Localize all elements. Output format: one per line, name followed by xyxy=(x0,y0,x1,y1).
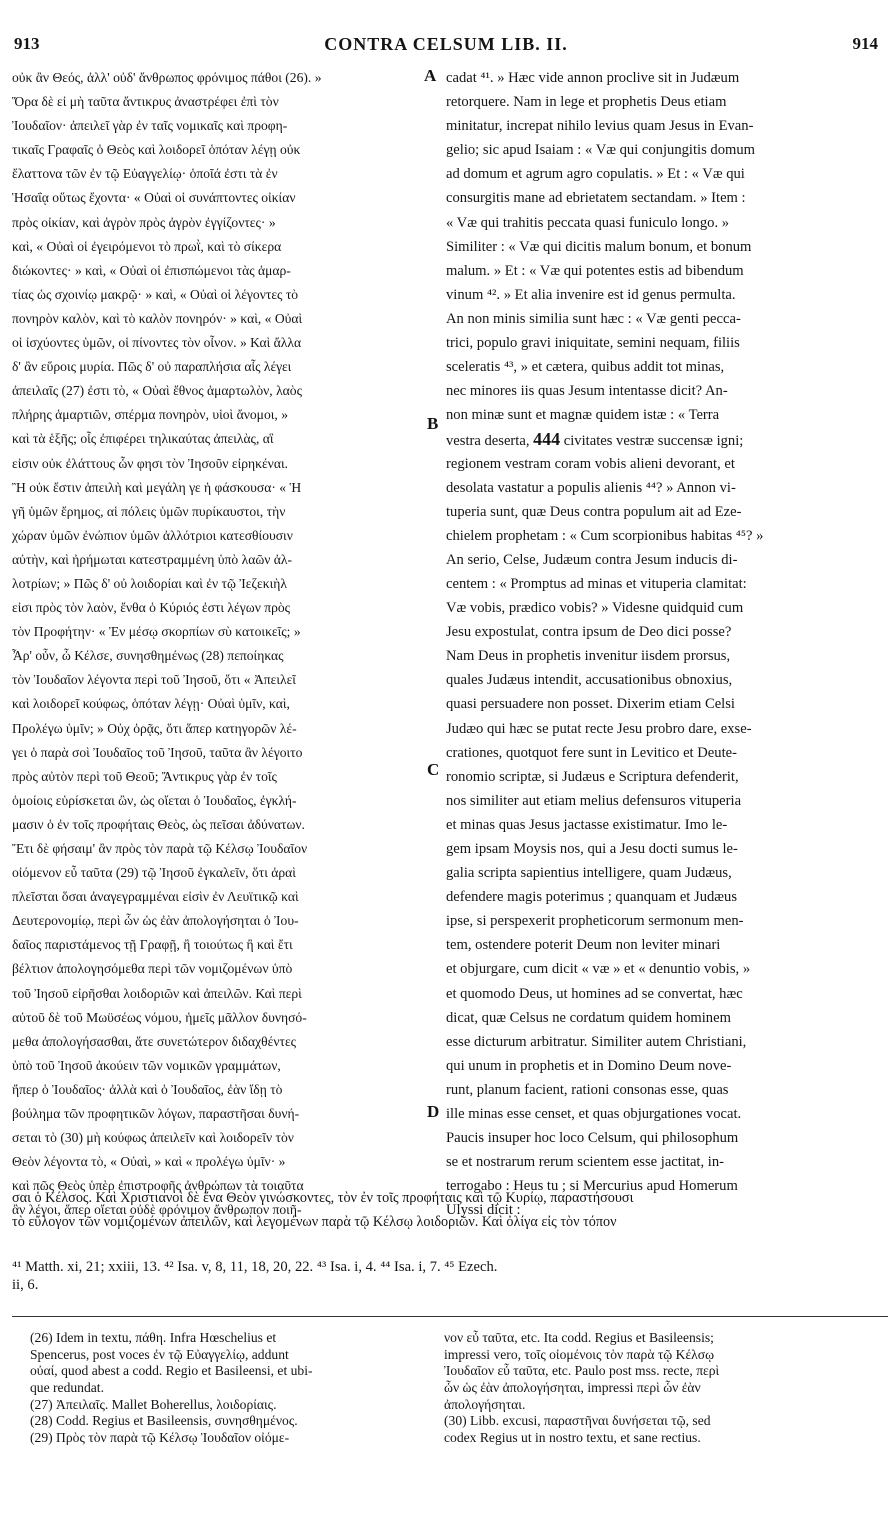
footnote-line: νον εὖ ταῦτα, etc. Ita codd. Regius et Basileensis; xyxy=(444,1330,714,1345)
footnote-line: (27) Ἀπειλαῖς. Mallet Boherellus, λοιδορίαις. xyxy=(30,1396,277,1412)
latin-text-line: chielem prophetam : « Cum scorpionibus habitas ⁴⁵? » xyxy=(446,527,764,544)
footnote-line: que redundat. xyxy=(30,1380,104,1396)
latin-text-line: centem : « Promptus ad minas et vituperia clamitat: xyxy=(446,575,747,592)
latin-text-line: ipse, si perspexerit propheticorum sermonum men- xyxy=(446,913,744,930)
latin-text-line: malum. » Et : « Væ qui potentes estis ad bibendum xyxy=(446,262,744,279)
greek-text-line: διώκοντες· » καὶ, « Οὐαὶ οἱ ἐπισπώμενοι τὰς ἁμαρ- xyxy=(12,262,291,278)
greek-text-line: χώραν ὑμῶν ἐνώπιον ὑμῶν ἀλλότριοι κατεσθίουσιν xyxy=(12,527,293,543)
running-title: CONTRA CELSUM LIB. II. xyxy=(324,34,568,54)
greek-text-line: πονηρὸν καλὸν, καὶ τὸ καλὸν πονηρόν· » καὶ, « Οὐαὶ xyxy=(12,310,303,326)
greek-text-line: μεθα ἀπολογήσασθαι, ἅτε συνετώτερον διδαχθέντες xyxy=(12,1033,297,1049)
latin-text-line: consurgitis mane ad ebrietatem sectandam. » Item : xyxy=(446,190,746,207)
greek-text-line: καὶ τὰ ἑξῆς; οἷς ἐπιφέρει τηλικαύτας ἀπειλὰς, αἳ xyxy=(12,431,274,447)
latin-text-line: nec minores iis quas Jesum intentasse dicit? An- xyxy=(446,383,728,400)
footnotes-right-column xyxy=(444,1330,884,1447)
margin-marker-c: C xyxy=(427,760,440,779)
greek-text-line: ὁμοίοις εὑρίσκεται ὢν, ὡς οἴεται ὁ Ἰουδαῖος, ἐγκλή- xyxy=(12,792,297,808)
greek-text-line: πρὸς αὐτὸν περὶ τοῦ Θεοῦ; Ἄντικρυς γὰρ ἐν τοῖς xyxy=(12,768,277,784)
latin-text-line: vinum ⁴². » Et alia invenire est id genus permulta. xyxy=(446,286,736,303)
latin-text-line: quasi persuadere non posset. Dixerim etiam Celsi xyxy=(446,696,735,713)
greek-text-line: βούλημα τῶν προφητικῶν λόγων, παραστῆσαι δυνή- xyxy=(12,1106,300,1122)
latin-text-line: desolata vastatur a populis alienis ⁴⁴? » Annon vi- xyxy=(446,479,736,496)
greek-text-line: τοῦ Ἰησοῦ εἰρῆσθαι λοιδοριῶν καὶ ἀπειλῶν. Καὶ περὶ xyxy=(12,985,302,1001)
greek-text-line: τὸν Προφήτην· « Ἐν μέσῳ σκορπίων σὺ κατοικεῖς; » xyxy=(12,624,301,640)
latin-text-line: tem, ostendere poterit Deum non leviter minari xyxy=(446,937,721,954)
greek-text-line: αὐτὴν, καὶ ἠρήμωται κατεστραμμένη ὑπὸ λαῶν ἀλ- xyxy=(12,551,293,567)
latin-text-line: gem ipsam Moysis nos, qui a Jesu docti sumus le- xyxy=(446,841,738,857)
scripture-note-line: ii, 6. xyxy=(12,1277,39,1293)
latin-text-line: et quomodo Deus, ut homines ad se convertat, hæc xyxy=(446,985,743,1002)
latin-text-line: An serio, Celse, Judæum contra Jesum inducis di- xyxy=(446,551,738,568)
greek-text-column xyxy=(12,66,430,1223)
greek-text-line: Ἆρ' οὖν, ὦ Κέλσε, συνησθημένως (28) πεποίηκας xyxy=(12,648,284,664)
greek-text-line: δαῖος παριστάμενος τῇ Γραφῇ, ἢ τοιούτως ἢ καὶ ἔτι xyxy=(12,937,293,953)
latin-text-line: Jesu expostulat, contra ipsum de Deo dici posse? xyxy=(446,624,732,641)
footnote-line: (28) Codd. Regius et Basileensis, συνησθημένος. xyxy=(30,1413,298,1429)
greek-text-line: σεται τὸ (30) μὴ κούφως ἀπειλεῖν καὶ λοιδορεῖν τὸν xyxy=(12,1130,294,1146)
latin-text-line: quales Judæus intendit, accusationibus obnoxius, xyxy=(446,672,733,689)
running-header xyxy=(14,34,878,58)
greek-text-line: γει ὁ παρὰ σοὶ Ἰουδαῖος τοῦ Ἰησοῦ, ταῦτα ἂν λέγοιτο xyxy=(12,744,303,760)
latin-text-line: sceleratis ⁴³, » et cætera, quibus addit tot minas, xyxy=(446,359,725,376)
greek-text-line: Ἢ οὐκ ἔστιν ἀπειλὴ καὶ μεγάλη γε ἡ φάσκουσα· « Ἡ xyxy=(12,479,302,495)
greek-text-line: τικαῖς Γραφαῖς ὁ Θεὸς καὶ λοιδορεῖ ὁπόταν λέγῃ οὐκ xyxy=(12,142,301,158)
right-page-number: 914 xyxy=(852,34,878,53)
greek-text-line: ἂν λέγοι, ἅπερ οἴεται οὐδὲ φρόνιμον ἄνθρωπον ποιῆ- xyxy=(12,1202,302,1218)
footnote-line: ὧν ὡς ἐὰν ἀπολογήσηται, impressi περὶ ὧν ἐὰν xyxy=(444,1380,701,1396)
footnote-line: (26) Idem in textu, πάθη. Infra Hœschelius et xyxy=(30,1330,277,1345)
latin-text-line: regionem vestram coram vobis alieni devorant, et xyxy=(446,455,735,472)
greek-text-line: βέλτιον ἀπολογησόμεθα περὶ τῶν νομιζομένων ὑπὸ xyxy=(12,961,293,977)
footnote-line: Ἰουδαῖον εὖ ταῦτα, etc. Paulo post mss. recte, περὶ xyxy=(444,1363,720,1379)
latin-text-line: retorquere. Nam in lege et prophetis Deus etiam xyxy=(446,94,727,111)
greek-text-line: πρὸς οἰκίαν, καὶ ἀγρὸν πρὸς ἀγρὸν ἐγγίζοντες· » xyxy=(12,214,276,230)
greek-text-line: τὸν Ἰουδαῖον λέγοντα περὶ τοῦ Ἰησοῦ, ὅτι « Ἀπειλεῖ xyxy=(12,672,296,688)
latin-text-line: ronomio scriptæ, si Judæus e Scriptura defenderit, xyxy=(446,768,739,785)
greek-text-line: πλεῖσται ὅσαι ἀναγεγραμμέναι εἰσὶν ἐν Λευϊτικῷ καὶ xyxy=(12,889,299,905)
full-width-line: σαι ὁ Κέλσος. Καὶ Χριστιανοὶ δὲ ἕνα Θεὸν γινώσκοντες, τὸν ἐν τοῖς προφήταις καὶ τῷ Κυρίῳ, παραστήσουσι xyxy=(12,1190,634,1206)
greek-text-line: ἀπειλαῖς (27) ἐστι τὸ, « Οὐαὶ ἔθνος ἁμαρτωλὸν, λαὸς xyxy=(12,383,302,399)
latin-text-line: esse dicturum arbitratur. Similiter autem Christiani, xyxy=(446,1033,747,1050)
latin-text-line: galia scripta sapientius intelligere, quam Judæus, xyxy=(446,865,732,882)
footnote-line: impressi vero, τοῖς οἰομένοις τὸν παρὰ τῷ Κέλσῳ xyxy=(444,1346,715,1362)
greek-text-line: γῆ ὑμῶν ἔρημος, αἱ πόλεις ὑμῶν πυρίκαυστοι, τὴν xyxy=(12,503,286,519)
latin-text-line: « Væ qui trahitis peccata quasi funiculo longo. » xyxy=(446,214,730,231)
latin-text-line: Judæo qui hæc se putat recte Jesu probro dare, exse- xyxy=(446,720,752,737)
margin-marker-a: A xyxy=(424,66,437,85)
latin-text-line: nos similiter aut etiam melius defensuros vituperia xyxy=(446,792,742,809)
latin-text-line: ille minas esse censet, et quas objurgationes vocat. xyxy=(446,1106,742,1123)
margin-marker-b: B xyxy=(427,414,439,433)
column-number-marker: 444 xyxy=(533,429,561,450)
latin-text-line: trici, populo gravi iniquitate, semini nequam, filiis xyxy=(446,335,740,352)
greek-text-line: ἔλαττονα τῶν ἐν τῷ Εὐαγγελίῳ· ὁποῖά ἐστι τὰ ἐν xyxy=(12,166,278,182)
latin-text-line: se et nostrarum rerum scientem esse jactitat, in- xyxy=(446,1154,724,1171)
footnote-line: ἀπολογήσηται. xyxy=(444,1396,526,1412)
latin-text-line: et minas quas Jesus jactasse existimatur. Imo le- xyxy=(446,816,728,833)
greek-text-line: λοτρίων; » Πῶς δ' οὐ λοιδορίαι καὶ ἐν τῷ Ἰεζεκιὴλ xyxy=(12,575,287,591)
greek-text-line: Ὅρα δὲ εἰ μὴ ταῦτα ἄντικρυς ἀναστρέφει ἐπὶ τὸν xyxy=(12,94,279,110)
latin-text-line: non minæ sunt et magnæ quidem istæ : « Terra xyxy=(446,407,720,424)
latin-text-line: Nam Deus in prophetis invenitur iisdem prorsus, xyxy=(446,648,731,665)
latin-text-line: et objurgare, cum dicit « væ » et « denuntio vobis, » xyxy=(446,961,751,978)
footnote-divider xyxy=(12,1316,888,1317)
greek-text-line: ὑπὸ τοῦ Ἰησοῦ ἀκούειν τῶν νομικῶν γραμμάτων, xyxy=(12,1057,281,1073)
greek-text-line: εἰσι πρὸς τὸν λαὸν, ἔνθα ὁ Κύριός ἐστι λέγων πρὸς xyxy=(12,600,291,616)
footnote-line: οὐαί, quod abest a codd. Regio et Basileensi, et ubi- xyxy=(30,1363,313,1379)
greek-text-line: καὶ, « Οὐαὶ οἱ ἐγειρόμενοι τὸ πρωῒ, καὶ τὸ σίκερα xyxy=(12,238,282,254)
greek-text-line: Ἡσαΐᾳ οὕτως ἔχοντα· « Οὐαὶ οἱ συνάπτοντες οἰκίαν xyxy=(12,190,296,206)
greek-text-line: μασιν ὁ ἐν τοῖς προφήταις Θεὸς, ὡς πεῖσαι ἀδύνατων. xyxy=(12,816,305,832)
latin-text-line: runt, planum facient, rationi consonas esse, quas xyxy=(446,1081,729,1098)
greek-text-line: καὶ πῶς Θεὸς ὑπὲρ ἐπιστροφῆς ἀνθρώπων τὰ τοιαῦτα xyxy=(12,1178,304,1194)
greek-text-line: ἤπερ ὁ Ἰουδαῖος· ἀλλὰ καὶ ὁ Ἰουδαῖος, ἐὰν ἴδῃ τὸ xyxy=(12,1081,283,1097)
greek-text-line: οὐκ ἂν Θεός, ἀλλ' οὐδ' ἄνθρωπος φρόνιμος πάθοι (26). » xyxy=(12,70,322,85)
latin-text-line: gelio; sic apud Isaiam : « Væ qui conjungitis domum xyxy=(446,142,756,159)
greek-text-line: πλήρης ἁμαρτιῶν, σπέρμα πονηρὸν, υἱοὶ ἄνομοι, » xyxy=(12,407,289,423)
latin-text-line: vestra deserta, 444 civitates vestræ succensæ igni; xyxy=(446,429,744,450)
latin-text-line: Similiter : « Væ qui dicitis malum bonum, et bonum xyxy=(446,238,752,255)
latin-text-line: defendere magis poterimus ; quanquam et Judæus xyxy=(446,889,737,906)
latin-text-line: minitatur, increpat nihilo levius quam Jesus in Evan- xyxy=(446,118,754,135)
greek-text-line: καὶ λοιδορεῖ κούφως, ὁπόταν λέγῃ· Οὐαὶ ὑμῖν, καὶ, xyxy=(12,696,290,712)
latin-text-line: terrogabo : Heus tu ; si Mercurius apud Homerum xyxy=(446,1178,738,1195)
greek-text-line: τίας ὡς σχοινίῳ μακρῷ· » καὶ, « Οὐαὶ οἱ λέγοντες τὸ xyxy=(12,286,299,302)
greek-text-line: εἰσιν οὐκ ἐλάττους ὧν φησι τὸν Ἰησοῦν εἰρηκέναι. xyxy=(12,455,289,471)
greek-text-line: Δευτερονομίῳ, περὶ ὧν ὡς ἐὰν ἀπολογήσηται ὁ Ἰου- xyxy=(12,913,299,929)
scripture-note-line: ⁴¹ Matth. xi, 21; xxiii, 13. ⁴² Isa. v, 8, 11, 18, 20, 22. ⁴³ Isa. i, 4. ⁴⁴ Isa. i, 7. ⁴⁵ Ezech. xyxy=(12,1259,498,1275)
left-page-number: 913 xyxy=(14,34,40,53)
footnote-line: (30) Libb. excusi, παραστῆναι δυνήσεται τῷ, sed xyxy=(444,1413,711,1429)
greek-text-line: Προλέγω ὑμῖν; » Οὐχ ὁρᾷς, ὅτι ἅπερ κατηγορῶν λέ- xyxy=(12,720,297,736)
latin-text-line: An non minis similia sunt hæc : « Væ genti pecca- xyxy=(446,310,741,327)
latin-text-line: cadat ⁴¹. » Hæc vide annon proclive sit in Judæum xyxy=(446,70,740,86)
footnote-line: Spencerus, post voces ἐν τῷ Εὐαγγελίῳ, addunt xyxy=(30,1346,289,1362)
footnotes-left-column xyxy=(30,1330,426,1447)
greek-text-line: οἱ ἰσχύοντες ὑμῶν, οἱ πίνοντες τὸν οἶνον. » Καὶ ἄλλα xyxy=(12,335,302,351)
greek-text-line: δ' ἂν εὕροις μυρία. Πῶς δ' οὐ παραπλήσια αἷς λέγει xyxy=(12,359,292,375)
latin-text-line: Paucis insuper hoc loco Celsum, qui philosophum xyxy=(446,1130,739,1147)
latin-text-column xyxy=(446,66,882,1223)
margin-marker-d: D xyxy=(427,1102,440,1121)
latin-text-line: Væ vobis, prædico vobis? » Videsne quidquid cum xyxy=(446,600,744,617)
latin-text-line: Ulyssi dicit : xyxy=(446,1202,521,1219)
greek-text-line: Θεὸν λέγοντα τὸ, « Οὐαὶ, » καὶ « προλέγω ὑμῖν· » xyxy=(12,1154,286,1170)
scripture-references xyxy=(12,1258,884,1294)
latin-text-line: crationes, quotquot fere sunt in Levitico et Deute- xyxy=(446,744,737,761)
full-width-continuation xyxy=(12,1186,884,1234)
greek-text-line: Ἔτι δὲ φήσαιμ' ἂν πρὸς τὸν παρὰ τῷ Κέλσῳ Ἰουδαῖον xyxy=(12,841,308,856)
full-width-line: τὸ εὔλογον τῶν νομιζομένων ἀπειλῶν, καὶ λεγομένων παρὰ τῷ Κέλσῳ λοιδοριῶν. Καὶ ὀλίγα εἰς τὸν τόπον xyxy=(12,1214,617,1231)
greek-text-line: Ἰουδαῖον· ἀπειλεῖ γὰρ ἐν ταῖς νομικαῖς καὶ προφη- xyxy=(12,118,288,134)
footnote-line: codex Regius ut in nostro textu, et sane rectius. xyxy=(444,1430,701,1446)
latin-text-line: dicat, quæ Celsus ne cordatum quidem hominem xyxy=(446,1009,731,1026)
latin-text-line: tuperia sunt, quæ Deus contra populum ait ad Eze- xyxy=(446,503,742,520)
greek-text-line: οἰόμενον εὖ ταῦτα (29) τῷ Ἰησοῦ ἐγκαλεῖν, ὅτι ἀραὶ xyxy=(12,865,296,881)
latin-text-line: qui unum in prophetis et in Domino Deum nove- xyxy=(446,1057,732,1074)
greek-text-line: αὐτοῦ δὲ τοῦ Μωϋσέως νόμου, ἡμεῖς μᾶλλον δυνησό- xyxy=(12,1009,307,1025)
footnote-line: (29) Πρὸς τὸν παρὰ τῷ Κέλσῳ Ἰουδαῖον οἰόμε- xyxy=(30,1430,290,1446)
latin-text-line: ad domum et agrum agro copulatis. » Et : « Væ qui xyxy=(446,166,745,183)
